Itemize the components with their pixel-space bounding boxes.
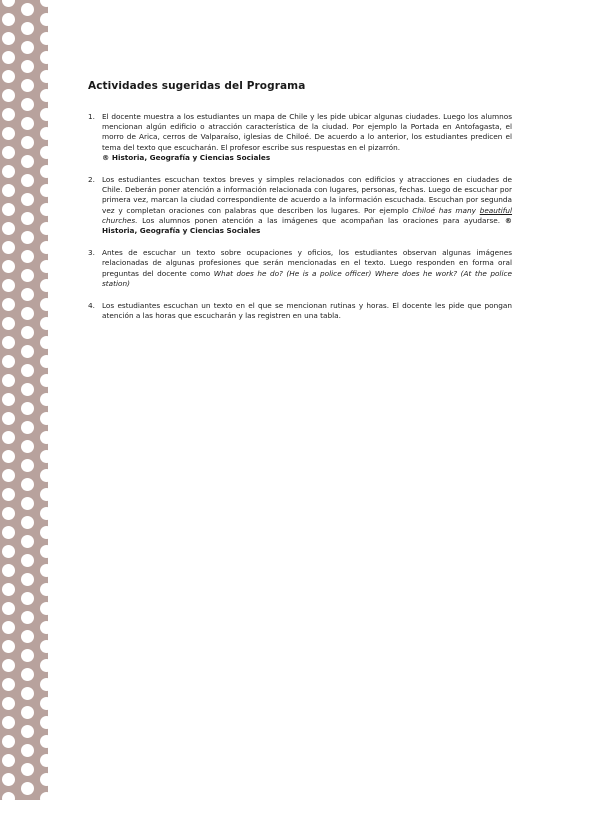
border-dot	[40, 298, 53, 311]
border-dot	[40, 165, 53, 178]
border-dot	[21, 155, 34, 168]
border-dot	[40, 70, 53, 83]
border-dot	[21, 630, 34, 643]
border-dot	[21, 136, 34, 149]
border-dot	[2, 488, 15, 501]
border-dot	[21, 573, 34, 586]
border-dot	[40, 602, 53, 615]
border-dot	[21, 611, 34, 624]
border-dot	[2, 51, 15, 64]
activity-text: El docente muestra a los estudiantes un mapa de Chile y les pide ubicar algunas ciudades. Luego los alumnos mencionan algún edificio o atracción característica de la ciudad. Por ejemplo la Portada en Antofagasta, el morro de Arica, cerros de Valparaíso, iglesias de Chiloé. De acuerdo a lo anterior, los estudiantes predicen el tema del texto que escucharán. El profesor escribe sus respuestas en el pizarrón.	[102, 112, 512, 152]
border-dot	[40, 735, 53, 748]
sector-reference: ® Historia, Geografía y Ciencias Sociales	[102, 152, 271, 162]
border-dot	[2, 127, 15, 140]
border-dot	[21, 212, 34, 225]
border-dot	[2, 735, 15, 748]
border-dot	[21, 231, 34, 244]
border-dot	[21, 649, 34, 662]
activity-number: 1.	[88, 112, 95, 121]
border-dot	[40, 146, 53, 159]
border-dot	[2, 754, 15, 767]
border-dot	[2, 393, 15, 406]
border-dot	[2, 317, 15, 330]
activity-number: 3.	[88, 248, 95, 258]
border-dot	[2, 450, 15, 463]
border-dot	[40, 621, 53, 634]
border-dot	[2, 773, 15, 786]
border-dot	[2, 640, 15, 653]
border-dot	[21, 668, 34, 681]
border-dot	[40, 108, 53, 121]
border-dot	[2, 564, 15, 577]
border-dot	[2, 526, 15, 539]
page-content	[88, 80, 512, 333]
border-dot	[21, 497, 34, 510]
border-dot	[21, 402, 34, 415]
border-dot	[40, 222, 53, 235]
border-dot	[40, 279, 53, 292]
border-dot	[2, 431, 15, 444]
activity-number: 2.	[88, 175, 95, 185]
border-dot	[2, 241, 15, 254]
border-dot	[2, 222, 15, 235]
border-dot	[21, 478, 34, 491]
border-dot	[21, 763, 34, 776]
activity-number: 4.	[88, 301, 95, 311]
border-dot	[2, 298, 15, 311]
border-dot	[2, 146, 15, 159]
border-dot	[21, 725, 34, 738]
border-dot	[2, 583, 15, 596]
border-dot	[2, 260, 15, 273]
border-dot	[2, 621, 15, 634]
example-highlight-word: beautiful	[479, 205, 513, 215]
border-dot	[40, 13, 53, 26]
border-dot	[21, 592, 34, 605]
border-dot	[2, 279, 15, 292]
border-dot	[2, 697, 15, 710]
activity-text: Antes de escuchar un texto sobre ocupaciones y oficios, los estudiantes observan algunas imágenes relacionadas de algunas profesiones que serán mencionadas en el texto. Luego responden en forma oral preguntas del docente como	[102, 248, 512, 278]
border-dot	[40, 526, 53, 539]
border-dot	[40, 583, 53, 596]
activity-text: Los estudiantes escuchan textos breves y simples relacionados con edificios y atracciones en ciudades de Chile. Deberán poner atención a información relacionada con lugares, personas, fechas. Luego de escuchar por primera vez, marcan la ciudad correspondiente de acuerdo a la información escuchada. Escuchan por segunda vez y completan oraciones con palabras que describen los lugares. Por ejemplo	[102, 175, 512, 215]
border-dot	[21, 117, 34, 130]
border-dot	[2, 13, 15, 26]
border-dot	[40, 773, 53, 786]
border-dot	[21, 288, 34, 301]
border-dot	[40, 32, 53, 45]
border-dot	[40, 659, 53, 672]
border-dot	[21, 421, 34, 434]
activity-item-2	[88, 175, 512, 236]
page-title: Actividades sugeridas del Programa	[88, 80, 306, 92]
activity-text: Los estudiantes escuchan un texto en el que se mencionan rutinas y horas. El docente les pide que pongan atención a las horas que escucharán y las registren en una tabla.	[102, 301, 512, 321]
border-dot	[21, 269, 34, 282]
border-dot	[2, 659, 15, 672]
border-dot	[40, 127, 53, 140]
border-dot	[40, 89, 53, 102]
border-dot	[40, 412, 53, 425]
border-dot	[40, 697, 53, 710]
border-dot	[40, 640, 53, 653]
border-dot	[21, 744, 34, 757]
border-dot	[21, 383, 34, 396]
border-dot	[40, 469, 53, 482]
border-dot	[2, 469, 15, 482]
border-dot	[40, 564, 53, 577]
border-dot	[21, 440, 34, 453]
border-dot	[2, 203, 15, 216]
border-dot	[40, 507, 53, 520]
border-dot	[40, 393, 53, 406]
border-dot	[2, 32, 15, 45]
border-dot	[2, 70, 15, 83]
border-dot	[21, 250, 34, 263]
activity-item-3	[88, 248, 512, 289]
border-dot	[2, 602, 15, 615]
border-dot	[21, 687, 34, 700]
activity-item-4	[88, 301, 512, 321]
decorative-dotted-border	[0, 0, 48, 800]
border-dot	[21, 193, 34, 206]
border-dot	[21, 60, 34, 73]
border-dot	[40, 260, 53, 273]
border-dot	[21, 364, 34, 377]
border-dot	[40, 754, 53, 767]
border-dot	[21, 554, 34, 567]
border-dot	[2, 165, 15, 178]
border-dot	[2, 184, 15, 197]
border-dot	[21, 307, 34, 320]
border-dot	[2, 716, 15, 729]
border-dot	[40, 336, 53, 349]
border-dot	[2, 545, 15, 558]
border-dot	[40, 184, 53, 197]
border-dot	[2, 374, 15, 387]
border-dot	[21, 22, 34, 35]
border-dot	[40, 792, 53, 805]
border-dot	[21, 174, 34, 187]
border-dot	[21, 41, 34, 54]
example-question-2: Where does he work? (At the police station)	[102, 268, 512, 288]
border-dot	[40, 51, 53, 64]
border-dot	[40, 678, 53, 691]
border-dot	[21, 345, 34, 358]
border-dot	[2, 792, 15, 805]
border-dot	[40, 317, 53, 330]
border-dot	[2, 0, 15, 7]
border-dot	[2, 336, 15, 349]
sector-reference: ® Historia, Geografía y Ciencias Sociales	[102, 215, 512, 236]
border-dot	[40, 716, 53, 729]
border-dot	[40, 0, 53, 7]
border-dot	[40, 355, 53, 368]
border-dot	[2, 89, 15, 102]
border-dot	[21, 3, 34, 16]
border-dot	[21, 459, 34, 472]
border-dot	[40, 431, 53, 444]
border-dot	[2, 507, 15, 520]
border-dot	[2, 108, 15, 121]
border-dot	[40, 241, 53, 254]
border-dot	[40, 488, 53, 501]
border-dot	[2, 355, 15, 368]
border-dot	[21, 801, 34, 814]
border-dot	[40, 450, 53, 463]
border-dot	[21, 516, 34, 529]
border-dot	[21, 326, 34, 339]
border-dot	[2, 412, 15, 425]
border-dot	[40, 203, 53, 216]
activity-item-1	[88, 112, 512, 163]
border-dot	[2, 678, 15, 691]
example-sentence: Chiloé has many	[412, 205, 476, 215]
border-dot	[21, 782, 34, 795]
border-dot	[21, 535, 34, 548]
border-dot	[21, 706, 34, 719]
border-dot	[21, 98, 34, 111]
border-dot	[40, 374, 53, 387]
border-dot	[40, 545, 53, 558]
border-dot	[21, 79, 34, 92]
example-question-1: What does he do? (He is a police officer)	[213, 268, 372, 278]
example-sentence-end: churches.	[102, 215, 138, 225]
activity-text-continued: Los alumnos ponen atención a las imágenes que acompañan las oraciones para ayudarse.	[142, 215, 501, 225]
